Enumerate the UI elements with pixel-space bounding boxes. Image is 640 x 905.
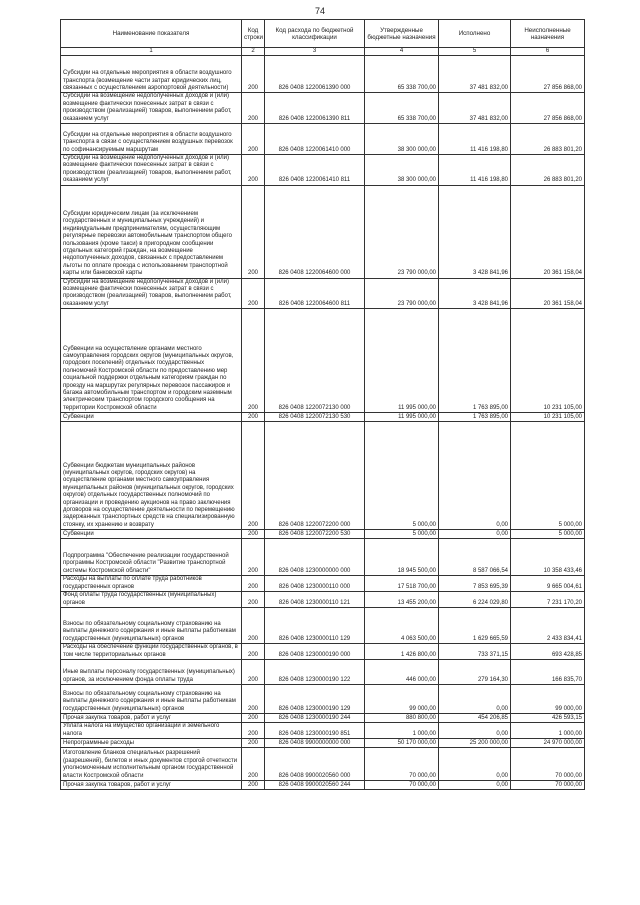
row-name: Субсидии на возмещение недополученных доходов и (или) возмещение фактически понесенных затрат в связи с производством (реализацией) товаров, выполнением работ, оказанием услуг bbox=[61, 93, 242, 124]
row-unexecuted: 26 883 801,20 bbox=[511, 124, 585, 155]
row-budget-code: 826 0408 1220064600 000 bbox=[265, 185, 365, 278]
row-line-code: 200 bbox=[242, 56, 265, 93]
column-number: 5 bbox=[439, 48, 511, 56]
row-line-code: 200 bbox=[242, 660, 265, 685]
row-budget-code: 826 0408 9900000000 000 bbox=[265, 739, 365, 748]
header-executed: Исполнено bbox=[439, 20, 511, 48]
row-line-code: 200 bbox=[242, 608, 265, 644]
column-number: 3 bbox=[265, 48, 365, 56]
row-executed: 8 587 066,54 bbox=[439, 539, 511, 576]
row-name: Подпрограмма "Обеспечение реализации государственной программы Костромской области "Развитие транспортной системы Костромской области" bbox=[61, 539, 242, 576]
row-approved: 17 518 700,00 bbox=[365, 576, 439, 592]
row-line-code: 200 bbox=[242, 530, 265, 539]
header-row bbox=[61, 20, 585, 48]
page-number: 74 bbox=[314, 6, 325, 16]
row-unexecuted: 5 000,00 bbox=[511, 422, 585, 530]
row-name: Уплата налога на имущество организаций и земельного налога bbox=[61, 723, 242, 739]
row-budget-code: 826 0408 1230000110 121 bbox=[265, 592, 365, 608]
row-unexecuted: 166 835,70 bbox=[511, 660, 585, 685]
row-unexecuted: 20 361 158,04 bbox=[511, 278, 585, 309]
table-row bbox=[61, 660, 585, 685]
row-budget-code: 826 0408 1220072200 000 bbox=[265, 422, 365, 530]
row-line-code: 200 bbox=[242, 781, 265, 790]
row-name: Субсидии на отдельные мероприятия в области воздушного транспорта (возмещение части затрат юридических лиц, связанных с осуществлением аэропортовой деятельности) bbox=[61, 56, 242, 93]
row-name: Субвенции на осуществление органами местного самоуправления городских округов (муниципальных округов, городских поселений) отдельных государственных полномочий Костромской области по предоставлению мер социальной поддержки отдельным категориям граждан по проезду на маршрутах регулярных перевозок пассажиров и багажа автомобильным транспортом и городским наземным электрическим транспортом городского сообщения на территории Костромской области bbox=[61, 309, 242, 413]
row-executed: 25 200 000,00 bbox=[439, 739, 511, 748]
row-approved: 23 790 000,00 bbox=[365, 185, 439, 278]
row-budget-code: 826 0408 1230000110 129 bbox=[265, 608, 365, 644]
header-budget-code: Код расхода по бюджетной классификации bbox=[265, 20, 365, 48]
row-line-code: 200 bbox=[242, 714, 265, 723]
table-row bbox=[61, 185, 585, 278]
table-row bbox=[61, 422, 585, 530]
row-executed: 1 763 895,00 bbox=[439, 309, 511, 413]
row-approved: 70 000,00 bbox=[365, 781, 439, 790]
row-line-code: 200 bbox=[242, 93, 265, 124]
row-name: Субсидии на отдельные мероприятия в области воздушного транспорта в связи с осуществлением воздушных перевозок по софинансируемым маршрутам bbox=[61, 124, 242, 155]
budget-execution-table bbox=[60, 19, 585, 790]
header-line-code: Код строки bbox=[242, 20, 265, 48]
row-approved: 11 995 000,00 bbox=[365, 309, 439, 413]
row-approved: 5 000,00 bbox=[365, 530, 439, 539]
row-unexecuted: 2 433 834,41 bbox=[511, 608, 585, 644]
row-executed: 0,00 bbox=[439, 723, 511, 739]
row-line-code: 200 bbox=[242, 278, 265, 309]
row-budget-code: 826 0408 1220072130 000 bbox=[265, 309, 365, 413]
row-approved: 65 338 700,00 bbox=[365, 93, 439, 124]
row-budget-code: 826 0408 1220061390 000 bbox=[265, 56, 365, 93]
row-name: Субсидии юридическим лицам (за исключением государственных и муниципальных учреждений) и индивидуальным предпринимателям, осуществляющим регулярные перевозки автомобильным транспортом общего пользования (кроме такси) в пригородном сообщении отдельных категорий граждан, на возмещение недополученных доходов, связанных с предоставлением льготы по оплате проезда с использованием транспортной карты или банковской карты bbox=[61, 185, 242, 278]
row-name: Фонд оплаты труда государственных (муниципальных) органов bbox=[61, 592, 242, 608]
row-line-code: 200 bbox=[242, 155, 265, 186]
row-name: Субвенции bbox=[61, 530, 242, 539]
table-row bbox=[61, 723, 585, 739]
row-approved: 880 800,00 bbox=[365, 714, 439, 723]
row-budget-code: 826 0408 1220061410 811 bbox=[265, 155, 365, 186]
table-row bbox=[61, 592, 585, 608]
row-line-code: 200 bbox=[242, 422, 265, 530]
row-executed: 0,00 bbox=[439, 748, 511, 781]
row-unexecuted: 10 358 433,46 bbox=[511, 539, 585, 576]
table-row bbox=[61, 124, 585, 155]
row-unexecuted: 693 428,85 bbox=[511, 644, 585, 660]
table-row bbox=[61, 781, 585, 790]
row-budget-code: 826 0408 1230000190 244 bbox=[265, 714, 365, 723]
row-name: Взносы по обязательному социальному страхованию на выплаты денежного содержания и иные выплаты работникам государственных (муниципальных) органов bbox=[61, 608, 242, 644]
table-row bbox=[61, 576, 585, 592]
row-line-code: 200 bbox=[242, 748, 265, 781]
row-unexecuted: 27 856 868,00 bbox=[511, 56, 585, 93]
row-budget-code: 826 0408 1230000000 000 bbox=[265, 539, 365, 576]
table-row bbox=[61, 608, 585, 644]
row-executed: 0,00 bbox=[439, 685, 511, 714]
row-unexecuted: 1 000,00 bbox=[511, 723, 585, 739]
row-executed: 1 629 665,59 bbox=[439, 608, 511, 644]
column-number-row bbox=[61, 48, 585, 56]
row-budget-code: 826 0408 9900020560 244 bbox=[265, 781, 365, 790]
row-executed: 11 416 198,80 bbox=[439, 155, 511, 186]
row-approved: 23 790 000,00 bbox=[365, 278, 439, 309]
table-row bbox=[61, 644, 585, 660]
row-unexecuted: 99 000,00 bbox=[511, 685, 585, 714]
column-number: 6 bbox=[511, 48, 585, 56]
row-unexecuted: 27 856 868,00 bbox=[511, 93, 585, 124]
row-line-code: 200 bbox=[242, 539, 265, 576]
row-budget-code: 826 0408 1230000190 129 bbox=[265, 685, 365, 714]
row-approved: 50 170 000,00 bbox=[365, 739, 439, 748]
row-budget-code: 826 0408 1220061410 000 bbox=[265, 124, 365, 155]
row-name: Прочая закупка товаров, работ и услуг bbox=[61, 714, 242, 723]
row-budget-code: 826 0408 1230000190 122 bbox=[265, 660, 365, 685]
table-row bbox=[61, 685, 585, 714]
row-budget-code: 826 0408 1220072200 530 bbox=[265, 530, 365, 539]
row-line-code: 200 bbox=[242, 723, 265, 739]
row-approved: 70 000,00 bbox=[365, 748, 439, 781]
row-name: Субвенции bbox=[61, 413, 242, 422]
column-number: 4 bbox=[365, 48, 439, 56]
row-executed: 279 164,30 bbox=[439, 660, 511, 685]
row-budget-code: 826 0408 1230000190 851 bbox=[265, 723, 365, 739]
table-row bbox=[61, 309, 585, 413]
column-number: 1 bbox=[61, 48, 242, 56]
row-approved: 1 000,00 bbox=[365, 723, 439, 739]
row-executed: 1 763 895,00 bbox=[439, 413, 511, 422]
row-budget-code: 826 0408 1220061390 811 bbox=[265, 93, 365, 124]
row-line-code: 200 bbox=[242, 124, 265, 155]
row-approved: 99 000,00 bbox=[365, 685, 439, 714]
row-name: Расходы на обеспечение функций государственных органов, в том числе территориальных органов bbox=[61, 644, 242, 660]
row-executed: 37 481 832,00 bbox=[439, 56, 511, 93]
row-line-code: 200 bbox=[242, 644, 265, 660]
row-unexecuted: 20 361 158,04 bbox=[511, 185, 585, 278]
row-executed: 0,00 bbox=[439, 781, 511, 790]
row-unexecuted: 9 665 004,61 bbox=[511, 576, 585, 592]
row-approved: 65 338 700,00 bbox=[365, 56, 439, 93]
row-executed: 11 416 198,80 bbox=[439, 124, 511, 155]
row-line-code: 200 bbox=[242, 592, 265, 608]
row-approved: 1 426 800,00 bbox=[365, 644, 439, 660]
table-row bbox=[61, 413, 585, 422]
row-budget-code: 826 0408 1220064600 811 bbox=[265, 278, 365, 309]
row-name: Изготовление бланков специальных разрешений (разрешений), билетов и иных документов строгой отчетности уполномоченным исполнительным органом государственной власти Костромской области bbox=[61, 748, 242, 781]
row-name: Субсидии на возмещение недополученных доходов и (или) возмещение фактически понесенных затрат в связи с производством (реализацией) товаров, выполнением работ, оказанием услуг bbox=[61, 155, 242, 186]
row-line-code: 200 bbox=[242, 739, 265, 748]
table-row bbox=[61, 748, 585, 781]
row-line-code: 200 bbox=[242, 413, 265, 422]
row-budget-code: 826 0408 1230000190 000 bbox=[265, 644, 365, 660]
row-unexecuted: 70 000,00 bbox=[511, 781, 585, 790]
row-executed: 3 428 841,96 bbox=[439, 278, 511, 309]
row-executed: 6 224 029,80 bbox=[439, 592, 511, 608]
row-name: Взносы по обязательному социальному страхованию на выплаты денежного содержания и иные выплаты работникам государственных (муниципальных) органов bbox=[61, 685, 242, 714]
row-executed: 454 206,85 bbox=[439, 714, 511, 723]
table-row bbox=[61, 278, 585, 309]
row-unexecuted: 10 231 105,00 bbox=[511, 413, 585, 422]
table-row bbox=[61, 539, 585, 576]
row-unexecuted: 10 231 105,00 bbox=[511, 309, 585, 413]
column-number: 2 bbox=[242, 48, 265, 56]
row-budget-code: 826 0408 1220072130 530 bbox=[265, 413, 365, 422]
row-budget-code: 826 0408 1230000110 000 bbox=[265, 576, 365, 592]
row-name: Субвенции бюджетам муниципальных районов (муниципальных округов, городских округов) на осуществление органами местного самоуправления муниципальных районов (муниципальных округов, городских округов) отдельных государственных полномочий по организации и проведению аукционов на право заключения договоров на осуществление деятельности по перемещению задержанных транспортных средств на специализированную стоянку, их хранению и возврату bbox=[61, 422, 242, 530]
row-name: Непрограммные расходы bbox=[61, 739, 242, 748]
row-budget-code: 826 0408 9900020560 000 bbox=[265, 748, 365, 781]
row-executed: 0,00 bbox=[439, 530, 511, 539]
header-approved: Утвержденные бюджетные назначения bbox=[365, 20, 439, 48]
table-row bbox=[61, 530, 585, 539]
row-approved: 38 300 000,00 bbox=[365, 124, 439, 155]
row-unexecuted: 26 883 801,20 bbox=[511, 155, 585, 186]
row-name: Субсидии на возмещение недополученных доходов и (или) возмещение фактически понесенных затрат в связи с производством (реализацией) товаров, выполнением работ, оказанием услуг bbox=[61, 278, 242, 309]
header-name: Наименование показателя bbox=[61, 20, 242, 48]
row-approved: 5 000,00 bbox=[365, 422, 439, 530]
row-unexecuted: 70 000,00 bbox=[511, 748, 585, 781]
row-unexecuted: 5 000,00 bbox=[511, 530, 585, 539]
row-unexecuted: 24 970 000,00 bbox=[511, 739, 585, 748]
row-name: Прочая закупка товаров, работ и услуг bbox=[61, 781, 242, 790]
row-line-code: 200 bbox=[242, 309, 265, 413]
table-row bbox=[61, 56, 585, 93]
table-row bbox=[61, 739, 585, 748]
row-line-code: 200 bbox=[242, 685, 265, 714]
row-line-code: 200 bbox=[242, 185, 265, 278]
row-executed: 37 481 832,00 bbox=[439, 93, 511, 124]
row-approved: 4 063 500,00 bbox=[365, 608, 439, 644]
row-executed: 7 853 695,39 bbox=[439, 576, 511, 592]
row-approved: 13 455 200,00 bbox=[365, 592, 439, 608]
row-unexecuted: 426 593,15 bbox=[511, 714, 585, 723]
row-name: Иные выплаты персоналу государственных (муниципальных) органов, за исключением фонда оплаты труда bbox=[61, 660, 242, 685]
row-executed: 3 428 841,96 bbox=[439, 185, 511, 278]
table-row bbox=[61, 714, 585, 723]
table-row bbox=[61, 155, 585, 186]
row-executed: 733 371,15 bbox=[439, 644, 511, 660]
row-line-code: 200 bbox=[242, 576, 265, 592]
row-approved: 11 995 000,00 bbox=[365, 413, 439, 422]
header-unexecuted: Неисполненные назначения bbox=[511, 20, 585, 48]
row-approved: 446 000,00 bbox=[365, 660, 439, 685]
table-row bbox=[61, 93, 585, 124]
row-executed: 0,00 bbox=[439, 422, 511, 530]
row-unexecuted: 7 231 170,20 bbox=[511, 592, 585, 608]
row-approved: 38 300 000,00 bbox=[365, 155, 439, 186]
row-name: Расходы на выплаты по оплате труда работников государственных органов bbox=[61, 576, 242, 592]
row-approved: 18 945 500,00 bbox=[365, 539, 439, 576]
